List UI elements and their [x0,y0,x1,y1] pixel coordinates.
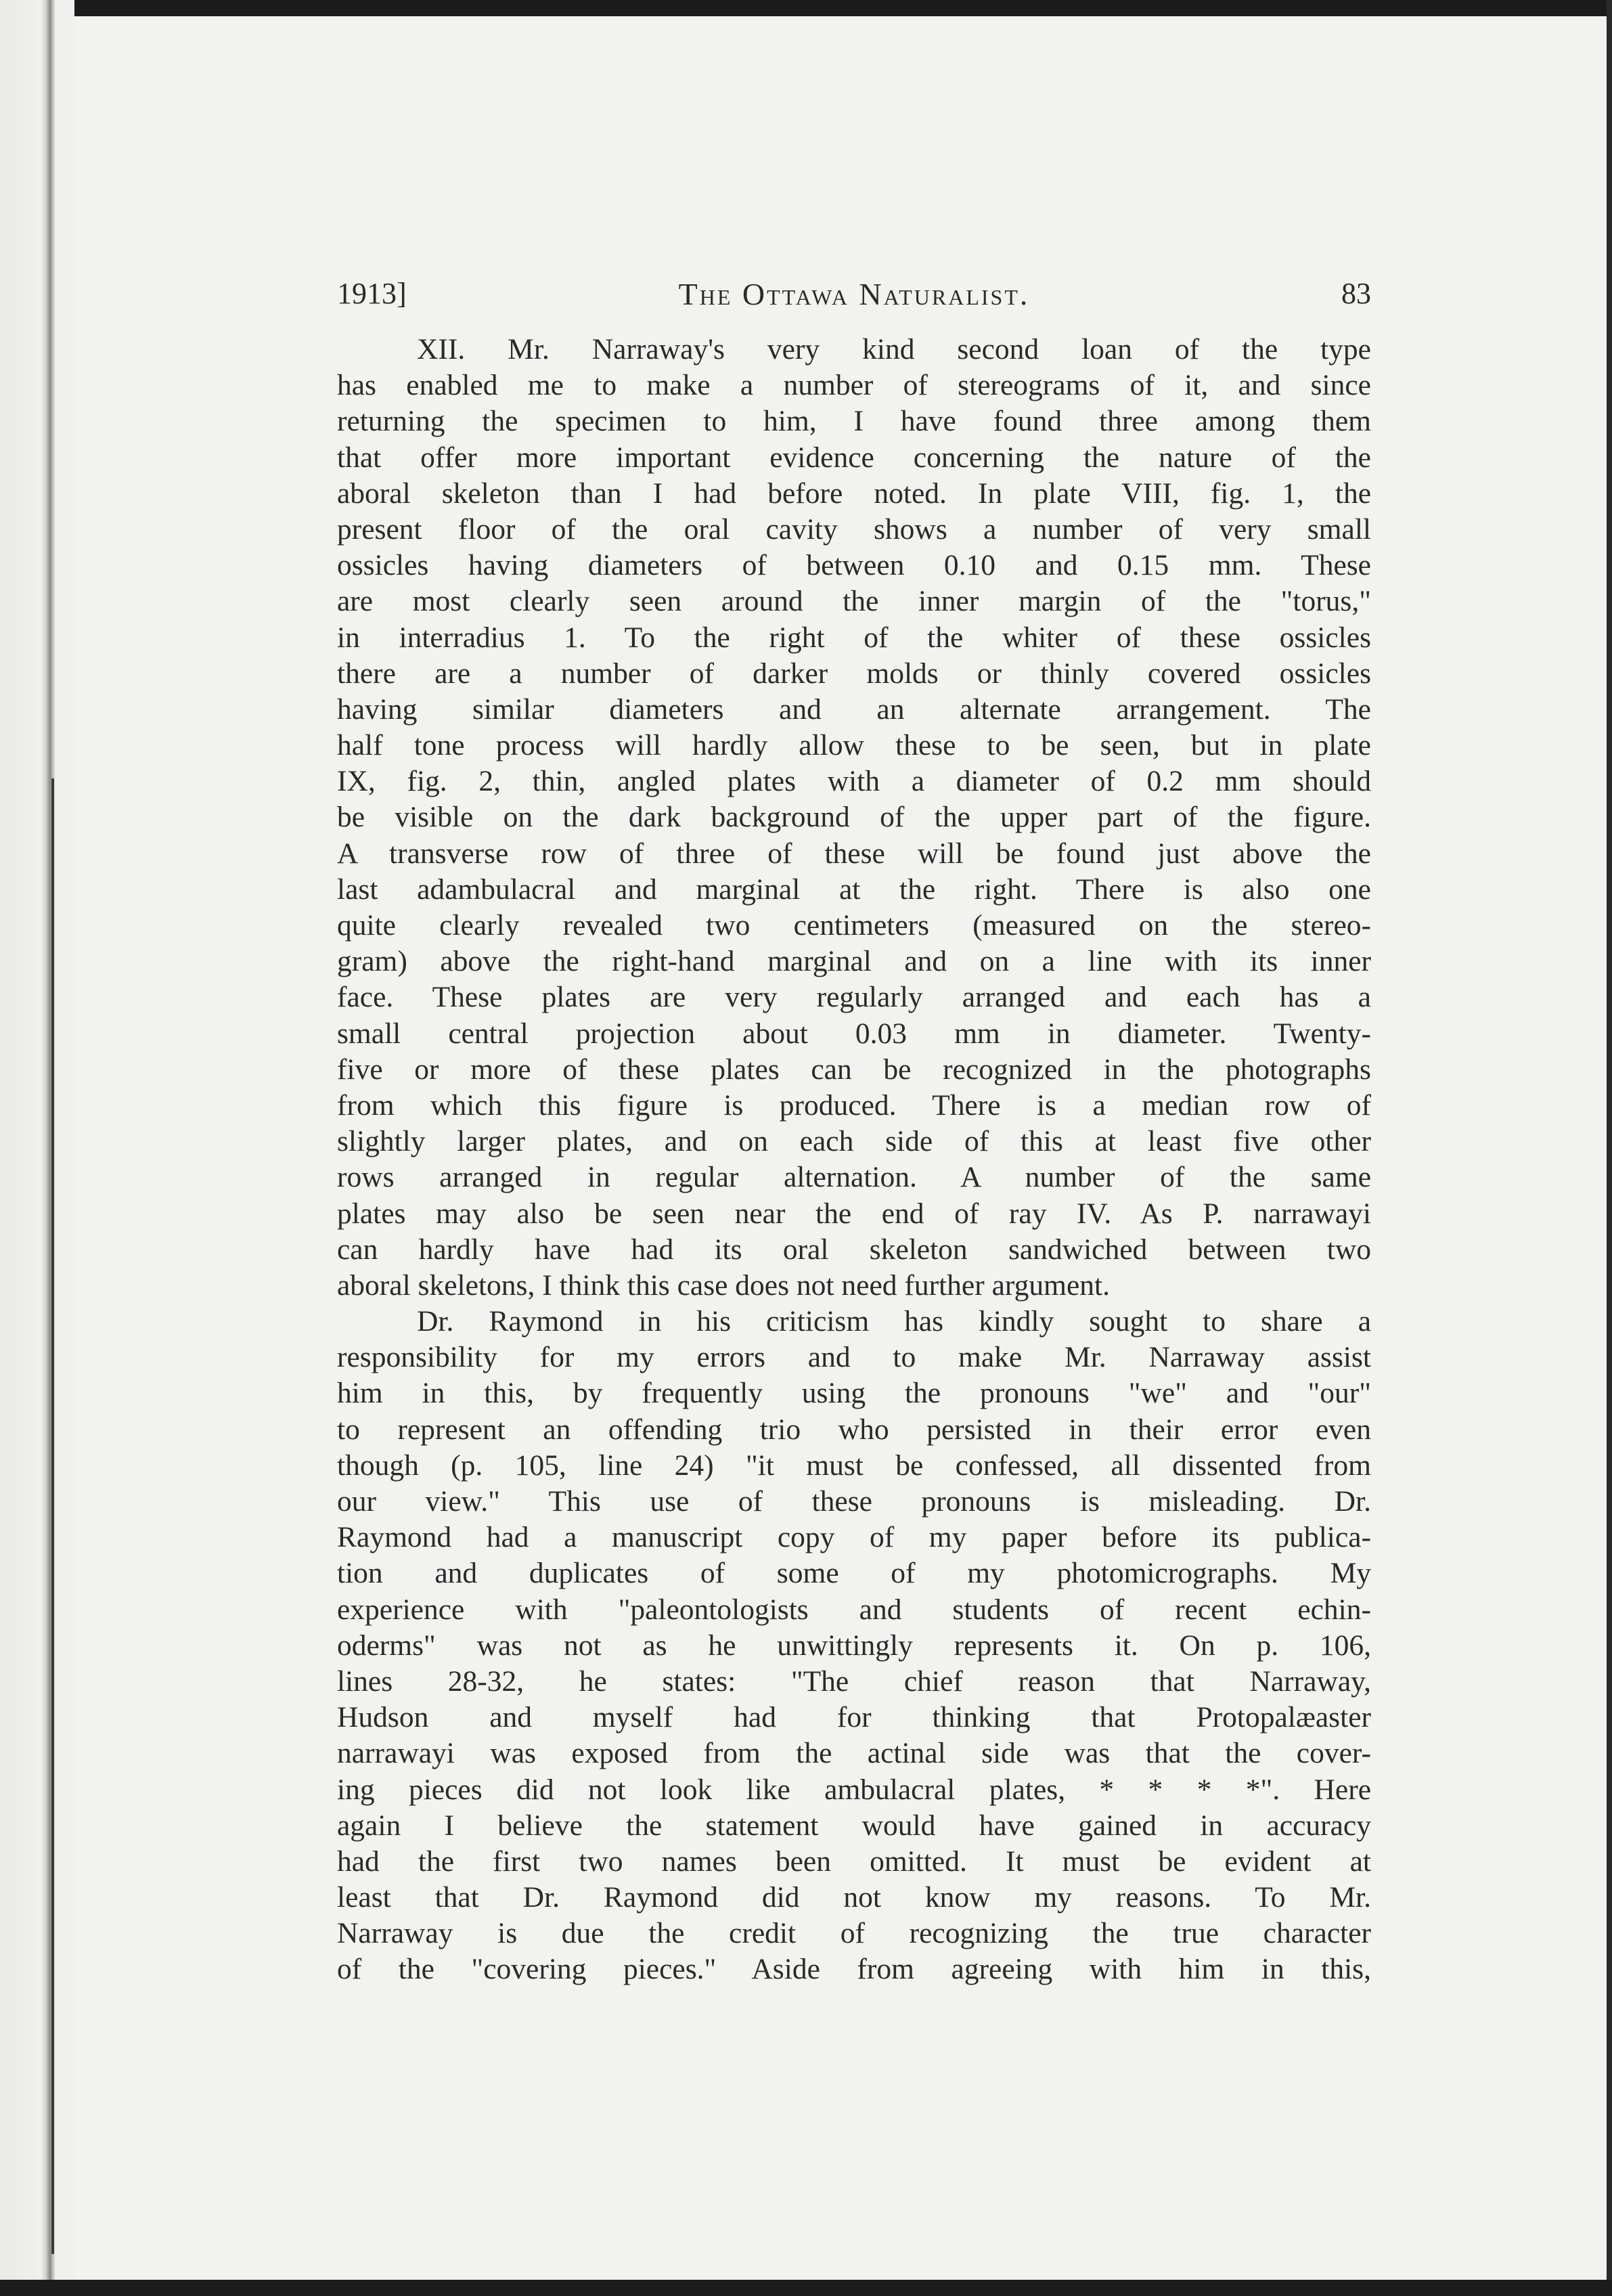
text-line: Raymond had a manuscript copy of my paper before its publica- [337,1521,1371,1554]
scan-left-edge [0,0,74,2296]
header-journal-title: The Ottawa Naturalist. [678,277,1030,311]
text-line: to represent an offending trio who persisted in their error even [337,1413,1371,1446]
text-line: A transverse row of three of these will be found just above the [337,837,1371,870]
text-line: oderms" was not as he unwittingly represents it. On p. 106, [337,1629,1371,1662]
text-line: small central projection about 0.03 mm in diameter. Twenty- [337,1017,1371,1050]
text-line: quite clearly revealed two centimeters (measured on the stereo- [337,909,1371,942]
text-line: XII. Mr. Narraway's very kind second loan of the type [417,333,1371,366]
text-line: having similar diameters and an alternate arrangement. The [337,692,1371,726]
header-year: 1913] [337,277,407,310]
text-line: had the first two names been omitted. It must be evident at [337,1845,1371,1878]
text-line: slightly larger plates, and on each side of this at least five other [337,1125,1371,1158]
scan-bottom-border [0,2280,1612,2296]
text-line: Hudson and myself had for thinking that Protopalæaster [337,1701,1371,1734]
text-line: IX, fig. 2, thin, angled plates with a diameter of 0.2 mm should [337,765,1371,798]
text-line: five or more of these plates can be recognized in the photographs [337,1053,1371,1086]
text-line: of the "covering pieces." Aside from agreeing with him in this, [337,1953,1371,1986]
text-line: though (p. 105, line 24) "it must be confessed, all dissented from [337,1449,1371,1482]
text-line: from which this figure is produced. There is a median row of [337,1088,1371,1122]
text-line: Narraway is due the credit of recognizing the true character [337,1917,1371,1950]
text-line: least that Dr. Raymond did not know my reasons. To Mr. [337,1881,1371,1914]
text-line: be visible on the dark background of the upper part of the figure. [337,801,1371,834]
text-line: experience with "paleontologists and students of recent echin- [337,1593,1371,1626]
text-line: returning the specimen to him, I have found three among them [337,405,1371,438]
text-line: again I believe the statement would have gained in accuracy [337,1809,1371,1842]
scan-right-border [1607,0,1612,2296]
text-line: face. These plates are very regularly arranged and each has a [337,981,1371,1014]
page-header [337,276,1371,321]
text-line: can hardly have had its oral skeleton sandwiched between two [337,1233,1371,1266]
text-line: responsibility for my errors and to make Mr. Narraway assist [337,1341,1371,1374]
text-line: tion and duplicates of some of my photomicrographs. My [337,1557,1371,1590]
text-line: in interradius 1. To the right of the whiter of these ossicles [337,621,1371,654]
scan-top-border [0,0,1612,16]
text-line: narrawayi was exposed from the actinal side was that the cover- [337,1737,1371,1770]
text-line: are most clearly seen around the inner margin of the "torus," [337,585,1371,618]
header-page-number: 83 [1341,277,1371,310]
text-line: our view." This use of these pronouns is misleading. Dr. [337,1485,1371,1518]
text-line: present floor of the oral cavity shows a number of very small [337,512,1371,546]
text-line: has enabled me to make a number of stereograms of it, and since [337,369,1371,402]
text-line: aboral skeletons, I think this case does not need further argument. [337,1268,1110,1302]
text-line: that offer more important evidence concerning the nature of the [337,441,1371,474]
text-line: him in this, by frequently using the pronouns "we" and "our" [337,1377,1371,1410]
text-line: aboral skeleton than I had before noted. In plate VIII, fig. 1, the [337,477,1371,510]
body-text [337,332,1371,1988]
text-line: Dr. Raymond in his criticism has kindly sought to share a [417,1305,1371,1338]
text-line: half tone process will hardly allow these to be seen, but in plate [337,729,1371,762]
text-line: gram) above the right-hand marginal and on a line with its inner [337,945,1371,978]
text-line: ossicles having diameters of between 0.10 and 0.15 mm. These [337,549,1371,582]
text-line: last adambulacral and marginal at the right. There is also one [337,873,1371,906]
text-line: there are a number of darker molds or thinly covered ossicles [337,657,1371,690]
scan-left-mark [51,778,54,2254]
text-line: rows arranged in regular alternation. A number of the same [337,1161,1371,1194]
text-line: plates may also be seen near the end of ray IV. As P. narrawayi [337,1197,1371,1230]
text-line: ing pieces did not look like ambulacral plates, * * * *". Here [337,1773,1371,1806]
text-line: lines 28-32, he states: "The chief reason that Narraway, [337,1664,1371,1698]
